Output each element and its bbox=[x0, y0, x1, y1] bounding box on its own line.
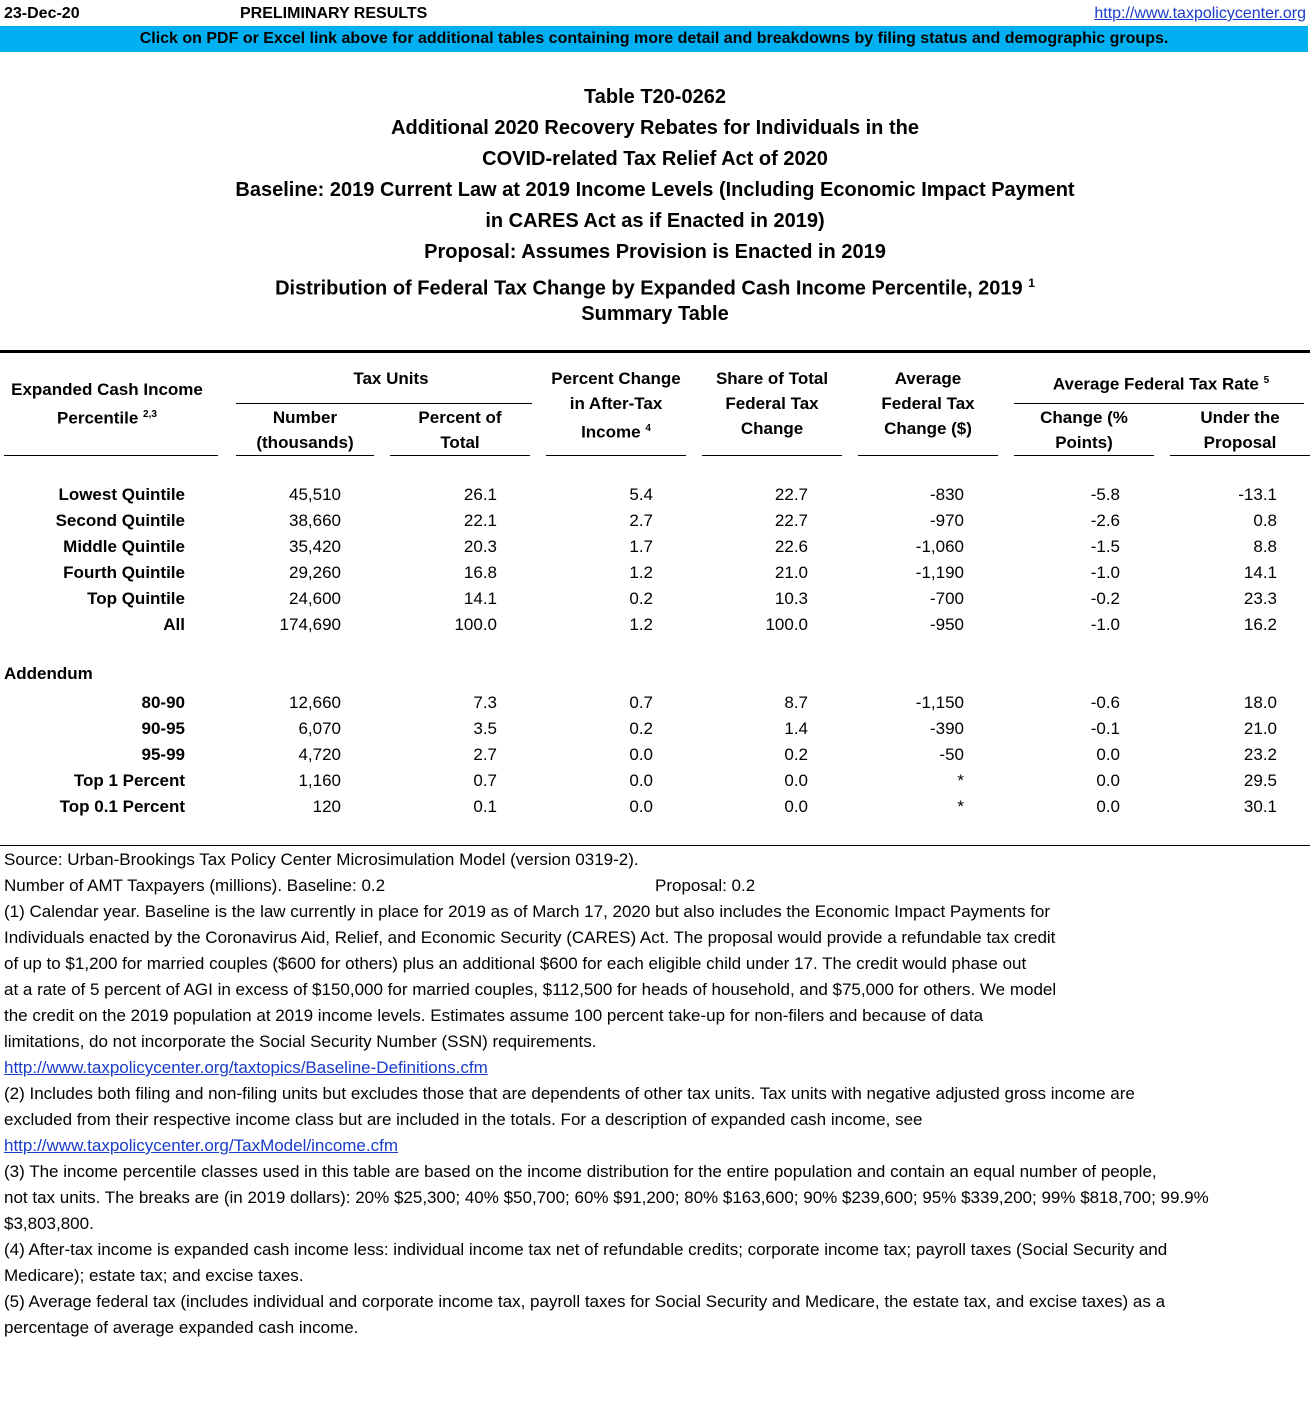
title-line-3: COVID-related Tax Relief Act of 2020 bbox=[482, 148, 828, 170]
table-row: 90-95 6,070 3.5 0.2 1.4 -390 -0.1 21.0 bbox=[141, 719, 1277, 738]
table-row: Top 1 Percent 1,160 0.7 0.0 0.0 * 0.0 29.5 bbox=[73, 771, 1277, 790]
baseline-definitions-link[interactable]: http://www.taxpolicycenter.org/taxtopics/Baseline-Definitions.cfm bbox=[4, 1058, 488, 1077]
table-row: Top Quintile 24,600 14.1 0.2 10.3 -700 -0.2 23.3 bbox=[87, 589, 1277, 608]
income-definition-link[interactable]: http://www.taxpolicycenter.org/TaxModel/income.cfm bbox=[4, 1136, 398, 1155]
header-percentile: Expanded Cash Income Percentile $^{2,3}$ bbox=[11, 380, 203, 428]
table-row: Lowest Quintile 45,510 26.1 5.4 22.7 -830 -5.8 -13.1 bbox=[58, 485, 1277, 504]
header-average-change: Average Federal Tax Change ($) bbox=[881, 369, 975, 438]
note-4: (4) After-tax income is expanded cash income less: individual income tax net of refundable credits; corporate income tax; payroll taxes (Social Security and bbox=[4, 1240, 1168, 1259]
title-line-6: Proposal: Assumes Provision is Enacted in 2019 bbox=[424, 241, 886, 263]
title-line-2: Additional 2020 Recovery Rebates for Individuals in the bbox=[391, 117, 919, 139]
table-titles bbox=[0, 82, 1310, 330]
table-row-all: All 174,690 100.0 1.2 100.0 -950 -1.0 16.2 bbox=[163, 615, 1277, 634]
table-row: Top 0.1 Percent 120 0.1 0.0 0.0 * 0.0 30.1 bbox=[59, 797, 1277, 816]
header-rate-under: Under the Proposal bbox=[1200, 408, 1280, 452]
header-percent-total: Percent of Total bbox=[418, 408, 502, 452]
title-line-5: in CARES Act as if Enacted in 2019) bbox=[485, 210, 825, 232]
header-tax-units: Tax Units bbox=[353, 369, 429, 388]
header-share: Share of Total Federal Tax Change bbox=[715, 369, 829, 438]
table-bottom-rule bbox=[0, 845, 1310, 846]
note-1: (1) Calendar year. Baseline is the law currently in place for 2019 as of March 17, 2020 but also includes the Economic Impact Payments for bbox=[4, 902, 1051, 921]
info-banner: Click on PDF or Excel link above for additional tables containing more detail and breakdowns by filing status and demographic groups. bbox=[0, 26, 1308, 52]
note-2: (2) Includes both filing and non-filing units but excludes those that are dependents of other tax units. Tax units with negative adjusted gross income are bbox=[4, 1084, 1135, 1103]
table-row: 95-99 4,720 2.7 0.0 0.2 -50 0.0 23.2 bbox=[141, 745, 1277, 764]
source-note: Source: Urban-Brookings Tax Policy Center Microsimulation Model (version 0319-2). bbox=[4, 850, 639, 869]
site-link[interactable]: http://www.taxpolicycenter.org bbox=[1094, 5, 1306, 22]
table-id: Table T20-0262 bbox=[584, 86, 726, 108]
header-percent-change: Percent Change in After-Tax Income $^4$ bbox=[551, 369, 681, 442]
note-3: (3) The income percentile classes used in this table are based on the income distribution for the entire population and contain an equal number of people, bbox=[4, 1162, 1157, 1181]
title-line-7: Distribution of Federal Tax Change by Expanded Cash Income Percentile, 2019 $^1$ bbox=[275, 276, 1035, 300]
table-row: Second Quintile 38,660 22.1 2.7 22.7 -970 -2.6 0.8 bbox=[55, 511, 1277, 530]
quintile-table bbox=[0, 482, 1277, 638]
table-row: Middle Quintile 35,420 20.3 1.7 22.6 -1,060 -1.5 8.8 bbox=[63, 537, 1277, 556]
preliminary-label: PRELIMINARY RESULTS bbox=[240, 5, 428, 22]
header-number: Number (thousands) bbox=[256, 408, 354, 452]
header-rate-change: Change (% Points) bbox=[1040, 408, 1128, 452]
top-bar bbox=[0, 0, 1310, 26]
addendum-table bbox=[0, 690, 1277, 820]
header-average-rate: Average Federal Tax Rate $^5$ bbox=[1052, 374, 1270, 394]
addendum-label: Addendum bbox=[4, 664, 93, 683]
note-5: (5) Average federal tax (includes individual and corporate income tax, payroll taxes for Social Security and Medicare, the estate tax, and excise taxes) as a bbox=[4, 1292, 1166, 1311]
table-row: Fourth Quintile 29,260 16.8 1.2 21.0 -1,190 -1.0 14.1 bbox=[63, 563, 1277, 582]
table-row: 80-90 12,660 7.3 0.7 8.7 -1,150 -0.6 18.0 bbox=[141, 693, 1277, 712]
title-line-4: Baseline: 2019 Current Law at 2019 Income Levels (Including Economic Impact Payment bbox=[235, 179, 1075, 201]
report-date: 23-Dec-20 bbox=[4, 5, 80, 22]
table-top-rule bbox=[0, 350, 1310, 353]
footnotes: Source: Urban-Brookings Tax Policy Center Microsimulation Model (version 0319-2). Number of AMT Taxpayers (millions). Baseline: 0.2 Proposal: 0.2 (1) Calendar year. Baseline is the law currently in place for 2019 as of March 17, 2020 but also includes the Economic Impact Payments for Individuals enacted by the Coronavirus Aid, Relief, and Economic Security (CARES) Act. The proposal would provide a refundable tax credit of up to $1,200 for married couples ($600 for others) plus an additional $600 for each eligible child under 17. The credit would phase out at a rate of 5 percent of AGI in excess of $150,000 for married couples, $112,500 for heads of household, and $75,000 for others. We model the credit on the 2019 population at 2019 income levels. Estimates assume 100 percent take-up for non-filers and because of data limitations, do not incorporate the Social Security Number (SSN) requirements. http://www.taxpolicycenter.org/taxtopics/Baseline-Definitions.cfm (2) Includes both filing and non-filing units but excludes those that are dependents of other tax units. Tax units with negative adjusted gross income are excluded from their respective income class but are included in the totals. For a description of expanded cash income, see http://www.taxpolicycenter.org/TaxModel/income.cfm (3) The income percentile classes used in this table are based on the income distribution for the entire population and contain an equal number of people, not tax units. The breaks are (in 2019 dollars): 20% $25,300; 40% $50,700; 60% $91,200; 80% $163,600; 90% $239,600; 95% $339,200; 99% $818,700; 99.9% $3,803,800. (4) After-tax income is expanded cash income less: individual income tax net of refundable credits; corporate income tax; payroll taxes (Social Security and Medicare); estate tax; and excise taxes. (5) Average federal tax (includes individual and corporate income tax, payroll taxes for Social Security and Medicare, the estate tax, and excise taxes) as a percentage of average expanded cash income. bbox=[4, 847, 1304, 1341]
title-line-8: Summary Table bbox=[581, 303, 729, 325]
amt-note: Number of AMT Taxpayers (millions). Baseline: 0.2 Proposal: 0.2 bbox=[4, 876, 756, 895]
